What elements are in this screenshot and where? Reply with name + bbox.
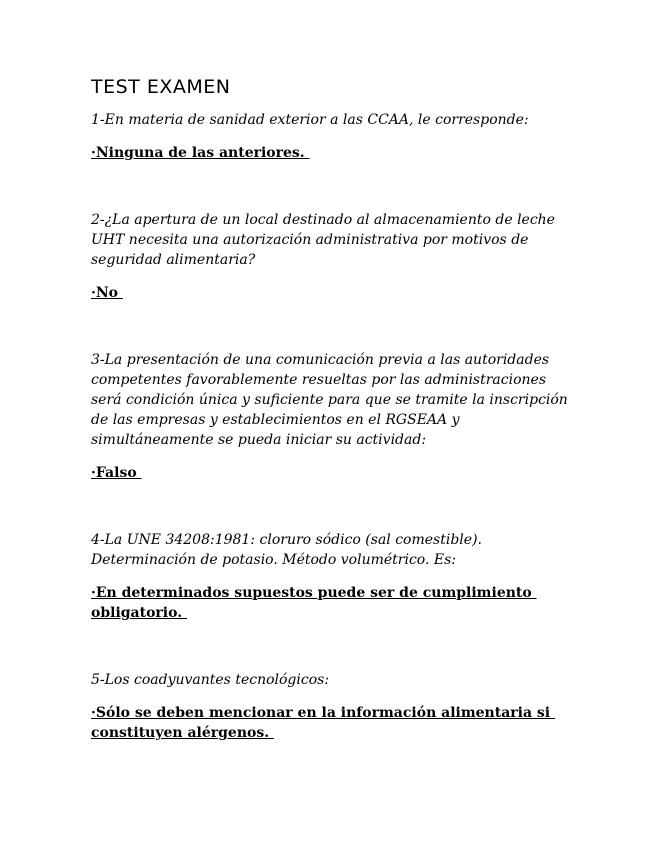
answer-text-1: ·Ninguna de las anteriores.: [91, 145, 310, 161]
question-text-4: 4-La UNE 34208:1981: cloruro sódico (sal comestible). Determinación de potasio. Método volumétrico. Es:: [91, 532, 482, 568]
question-block-1: [91, 110, 571, 163]
question-text-5: 5-Los coadyuvantes tecnológicos:: [91, 672, 330, 688]
question-block-3: [91, 350, 571, 483]
answer-text-4: ·En determinados supuestos puede ser de cumplimiento obligatorio.: [91, 585, 537, 621]
document-title: TEST EXAMEN: [91, 76, 231, 98]
question-block-5: [91, 670, 571, 743]
question-text-2: 2-¿La apertura de un local destinado al almacenamiento de leche UHT necesita una autorización administrativa por motivos de seguridad alimentaria?: [91, 212, 555, 268]
answer-text-5: ·Sólo se deben mencionar en la información alimentaria si constituyen alérgenos.: [91, 705, 555, 741]
question-text-1: 1-En materia de sanidad exterior a las CCAA, le corresponde:: [91, 112, 529, 128]
question-text-3: 3-La presentación de una comunicación previa a las autoridades competentes favorablemente resueltas por las administraciones será condición única y suficiente para que se tramite la inscripción de las empresas y establecimientos en el RGSEAA y simultáneamente se pueda iniciar su actividad:: [91, 352, 568, 448]
document-page: [91, 74, 571, 790]
question-block-2: [91, 210, 571, 303]
answer-text-2: ·No: [91, 285, 123, 301]
question-block-4: [91, 530, 571, 623]
answer-text-3: ·Falso: [91, 465, 142, 481]
